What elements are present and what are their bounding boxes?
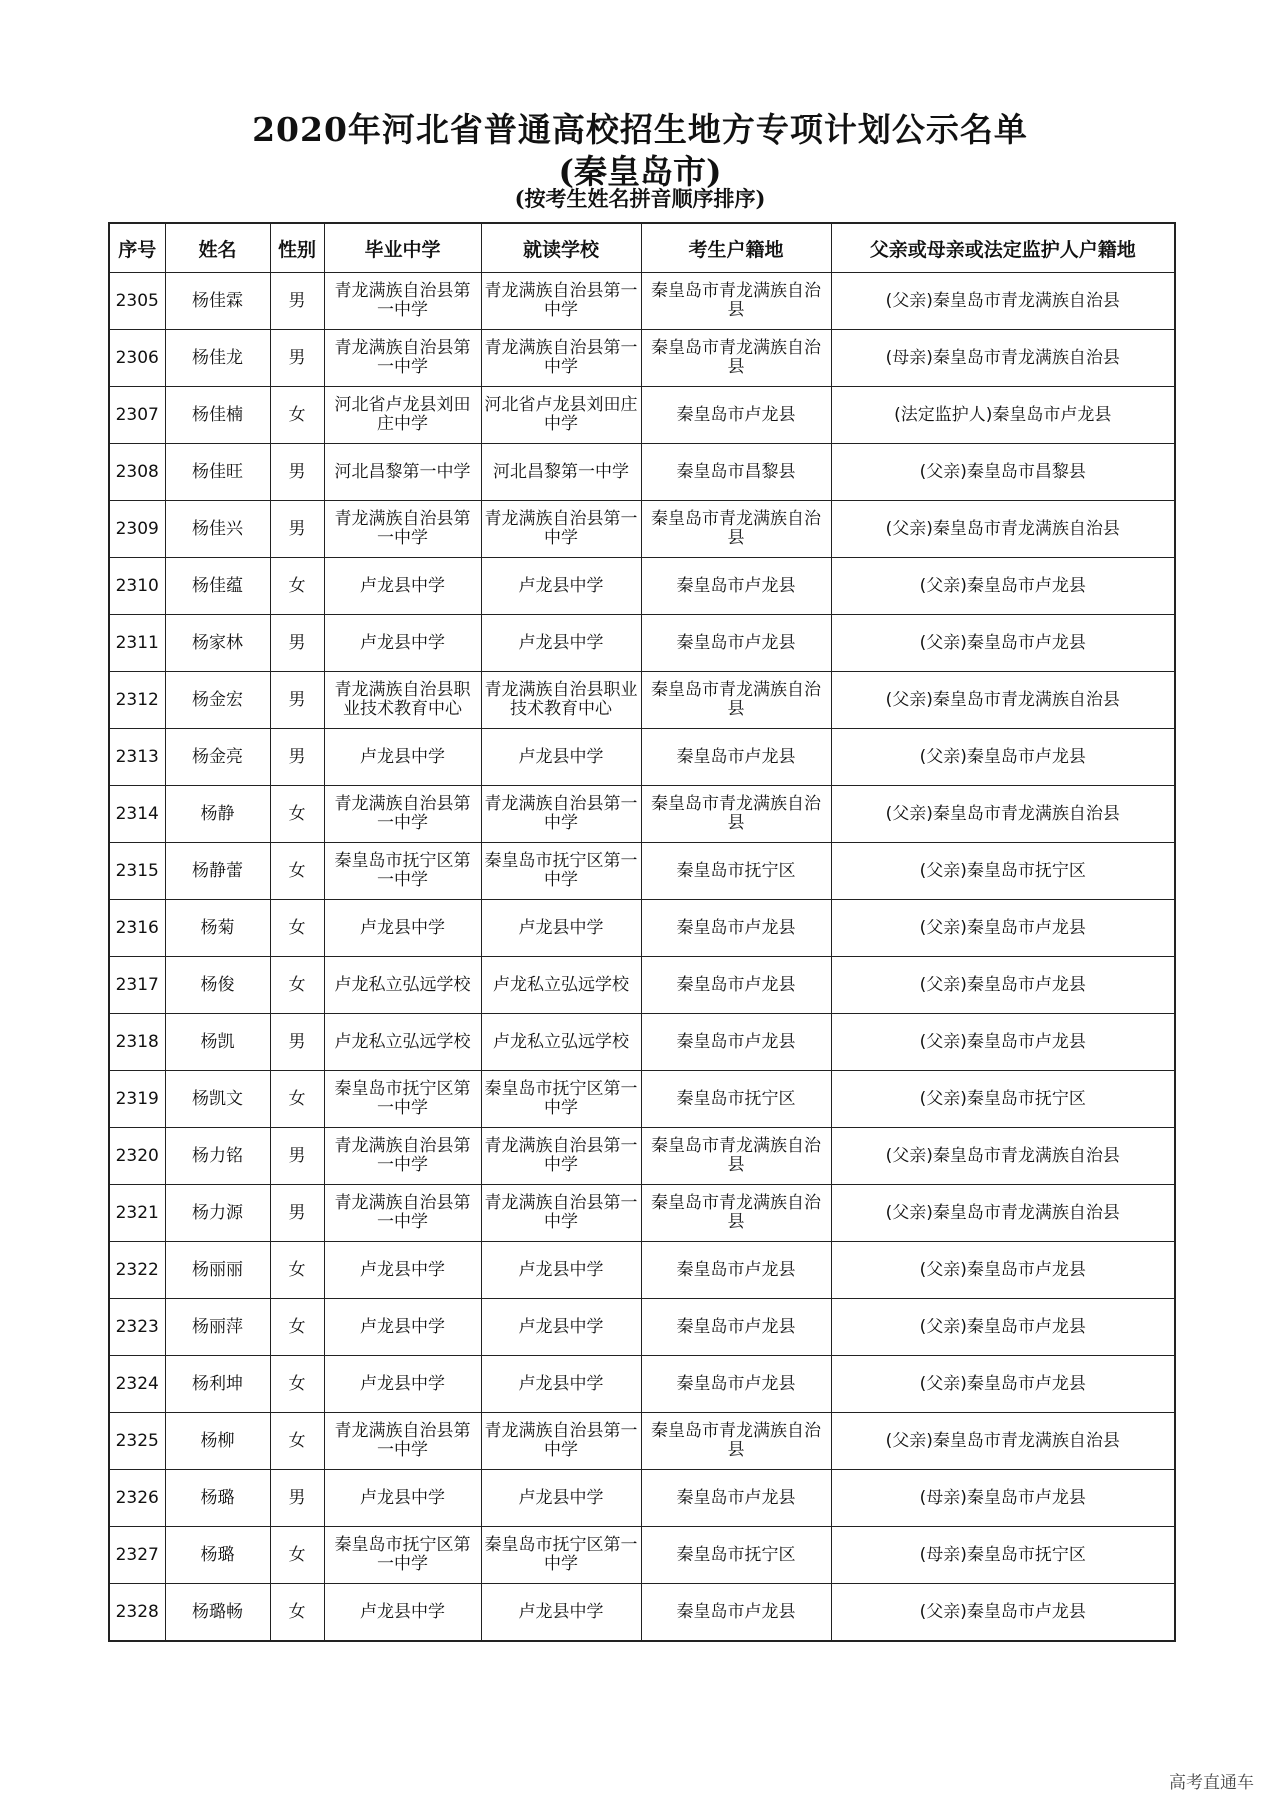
cell-no: 2324 — [109, 1356, 165, 1413]
cell-guardian: (父亲)秦皇岛市卢龙县 — [831, 1242, 1175, 1299]
cell-guardian: (父亲)秦皇岛市卢龙县 — [831, 615, 1175, 672]
cell-name: 杨凯 — [165, 1014, 270, 1071]
cell-hukou: 秦皇岛市卢龙县 — [641, 1242, 831, 1299]
cell-grad-school: 卢龙县中学 — [324, 615, 481, 672]
table-row — [109, 615, 1175, 672]
cell-no: 2325 — [109, 1413, 165, 1470]
cell-grad-school: 青龙满族自治县第一中学 — [324, 501, 481, 558]
cell-no: 2321 — [109, 1185, 165, 1242]
table-row — [109, 1470, 1175, 1527]
cell-grad-school: 秦皇岛市抚宁区第一中学 — [324, 843, 481, 900]
cell-current-school: 青龙满族自治县第一中学 — [481, 1413, 641, 1470]
cell-grad-school: 河北省卢龙县刘田庄中学 — [324, 387, 481, 444]
cell-name: 杨利坤 — [165, 1356, 270, 1413]
cell-guardian: (父亲)秦皇岛市卢龙县 — [831, 729, 1175, 786]
cell-current-school: 秦皇岛市抚宁区第一中学 — [481, 1527, 641, 1584]
cell-guardian: (母亲)秦皇岛市抚宁区 — [831, 1527, 1175, 1584]
table-row — [109, 501, 1175, 558]
cell-name: 杨佳蕴 — [165, 558, 270, 615]
cell-guardian: (父亲)秦皇岛市昌黎县 — [831, 444, 1175, 501]
cell-gender: 女 — [270, 1299, 324, 1356]
cell-no: 2311 — [109, 615, 165, 672]
table-row — [109, 1299, 1175, 1356]
watermark: 高考直通车 — [1169, 1773, 1254, 1793]
cell-no: 2307 — [109, 387, 165, 444]
cell-no: 2327 — [109, 1527, 165, 1584]
cell-guardian: (父亲)秦皇岛市青龙满族自治县 — [831, 1185, 1175, 1242]
table-row — [109, 672, 1175, 729]
cell-gender: 男 — [270, 444, 324, 501]
table-row — [109, 957, 1175, 1014]
cell-grad-school: 卢龙县中学 — [324, 1242, 481, 1299]
cell-grad-school: 青龙满族自治县第一中学 — [324, 273, 481, 330]
cell-grad-school: 青龙满族自治县第一中学 — [324, 330, 481, 387]
table-row — [109, 1128, 1175, 1185]
col-header-current-school: 就读学校 — [481, 223, 641, 273]
cell-guardian: (父亲)秦皇岛市青龙满族自治县 — [831, 501, 1175, 558]
cell-gender: 女 — [270, 900, 324, 957]
table-row — [109, 1584, 1175, 1642]
cell-current-school: 青龙满族自治县第一中学 — [481, 1185, 641, 1242]
table-row — [109, 444, 1175, 501]
cell-name: 杨力源 — [165, 1185, 270, 1242]
table-row — [109, 273, 1175, 330]
cell-guardian: (母亲)秦皇岛市青龙满族自治县 — [831, 330, 1175, 387]
cell-guardian: (父亲)秦皇岛市抚宁区 — [831, 843, 1175, 900]
cell-current-school: 卢龙县中学 — [481, 1356, 641, 1413]
cell-gender: 男 — [270, 1128, 324, 1185]
table-row — [109, 1356, 1175, 1413]
cell-current-school: 卢龙县中学 — [481, 1584, 641, 1642]
cell-current-school: 河北昌黎第一中学 — [481, 444, 641, 501]
cell-current-school: 卢龙私立弘远学校 — [481, 957, 641, 1014]
cell-current-school: 卢龙县中学 — [481, 900, 641, 957]
page-subtitle: (秦皇岛市) — [558, 152, 722, 191]
table-row — [109, 1014, 1175, 1071]
cell-name: 杨静蕾 — [165, 843, 270, 900]
cell-grad-school: 青龙满族自治县第一中学 — [324, 1413, 481, 1470]
cell-hukou: 秦皇岛市昌黎县 — [641, 444, 831, 501]
table-row — [109, 330, 1175, 387]
cell-name: 杨金亮 — [165, 729, 270, 786]
cell-current-school: 青龙满族自治县第一中学 — [481, 501, 641, 558]
cell-guardian: (父亲)秦皇岛市青龙满族自治县 — [831, 1413, 1175, 1470]
roster-table — [108, 222, 1176, 1642]
cell-current-school: 卢龙县中学 — [481, 615, 641, 672]
cell-no: 2318 — [109, 1014, 165, 1071]
cell-grad-school: 卢龙县中学 — [324, 729, 481, 786]
cell-gender: 女 — [270, 387, 324, 444]
cell-hukou: 秦皇岛市青龙满族自治县 — [641, 273, 831, 330]
cell-hukou: 秦皇岛市卢龙县 — [641, 558, 831, 615]
cell-guardian: (父亲)秦皇岛市青龙满族自治县 — [831, 1128, 1175, 1185]
cell-name: 杨佳霖 — [165, 273, 270, 330]
cell-no: 2326 — [109, 1470, 165, 1527]
cell-no: 2306 — [109, 330, 165, 387]
table-row — [109, 900, 1175, 957]
cell-no: 2322 — [109, 1242, 165, 1299]
table-row — [109, 1242, 1175, 1299]
cell-gender: 女 — [270, 1071, 324, 1128]
cell-current-school: 卢龙县中学 — [481, 1470, 641, 1527]
cell-grad-school: 青龙满族自治县职业技术教育中心 — [324, 672, 481, 729]
cell-grad-school: 卢龙私立弘远学校 — [324, 1014, 481, 1071]
cell-name: 杨佳龙 — [165, 330, 270, 387]
cell-guardian: (法定监护人)秦皇岛市卢龙县 — [831, 387, 1175, 444]
cell-name: 杨金宏 — [165, 672, 270, 729]
cell-current-school: 青龙满族自治县第一中学 — [481, 1128, 641, 1185]
cell-name: 杨凯文 — [165, 1071, 270, 1128]
cell-guardian: (父亲)秦皇岛市卢龙县 — [831, 957, 1175, 1014]
cell-name: 杨佳兴 — [165, 501, 270, 558]
sort-note: (按考生姓名拼音顺序排序) — [514, 186, 766, 211]
cell-hukou: 秦皇岛市卢龙县 — [641, 900, 831, 957]
cell-hukou: 秦皇岛市抚宁区 — [641, 1071, 831, 1128]
cell-name: 杨静 — [165, 786, 270, 843]
table-row — [109, 843, 1175, 900]
cell-name: 杨家林 — [165, 615, 270, 672]
table-row — [109, 729, 1175, 786]
cell-name: 杨丽萍 — [165, 1299, 270, 1356]
cell-grad-school: 卢龙县中学 — [324, 1299, 481, 1356]
cell-gender: 女 — [270, 1242, 324, 1299]
col-header-no: 序号 — [109, 223, 165, 273]
cell-grad-school: 卢龙私立弘远学校 — [324, 957, 481, 1014]
table-row — [109, 1071, 1175, 1128]
cell-gender: 女 — [270, 957, 324, 1014]
col-header-name: 姓名 — [165, 223, 270, 273]
cell-current-school: 卢龙县中学 — [481, 1299, 641, 1356]
table-row — [109, 786, 1175, 843]
cell-current-school: 河北省卢龙县刘田庄中学 — [481, 387, 641, 444]
cell-name: 杨俊 — [165, 957, 270, 1014]
cell-current-school: 青龙满族自治县第一中学 — [481, 786, 641, 843]
cell-name: 杨佳旺 — [165, 444, 270, 501]
cell-current-school: 青龙满族自治县第一中学 — [481, 273, 641, 330]
cell-gender: 男 — [270, 1014, 324, 1071]
cell-guardian: (父亲)秦皇岛市卢龙县 — [831, 558, 1175, 615]
col-header-hukou: 考生户籍地 — [641, 223, 831, 273]
col-header-gender: 性别 — [270, 223, 324, 273]
cell-guardian: (父亲)秦皇岛市卢龙县 — [831, 1299, 1175, 1356]
table-row — [109, 558, 1175, 615]
cell-gender: 女 — [270, 1527, 324, 1584]
cell-hukou: 秦皇岛市卢龙县 — [641, 1584, 831, 1642]
cell-guardian: (父亲)秦皇岛市卢龙县 — [831, 1356, 1175, 1413]
table-header-row — [109, 223, 1175, 273]
cell-hukou: 秦皇岛市抚宁区 — [641, 1527, 831, 1584]
cell-no: 2317 — [109, 957, 165, 1014]
cell-current-school: 卢龙私立弘远学校 — [481, 1014, 641, 1071]
cell-gender: 女 — [270, 1584, 324, 1642]
page-title: 2020年河北省普通高校招生地方专项计划公示名单 — [252, 110, 1028, 149]
cell-hukou: 秦皇岛市青龙满族自治县 — [641, 1128, 831, 1185]
cell-grad-school: 卢龙县中学 — [324, 1584, 481, 1642]
cell-gender: 男 — [270, 330, 324, 387]
cell-grad-school: 秦皇岛市抚宁区第一中学 — [324, 1071, 481, 1128]
cell-guardian: (父亲)秦皇岛市卢龙县 — [831, 1584, 1175, 1642]
cell-grad-school: 青龙满族自治县第一中学 — [324, 786, 481, 843]
cell-hukou: 秦皇岛市卢龙县 — [641, 1356, 831, 1413]
cell-grad-school: 青龙满族自治县第一中学 — [324, 1185, 481, 1242]
cell-hukou: 秦皇岛市青龙满族自治县 — [641, 1185, 831, 1242]
cell-no: 2319 — [109, 1071, 165, 1128]
cell-hukou: 秦皇岛市青龙满族自治县 — [641, 330, 831, 387]
cell-no: 2316 — [109, 900, 165, 957]
cell-grad-school: 卢龙县中学 — [324, 900, 481, 957]
table-row — [109, 1527, 1175, 1584]
cell-grad-school: 卢龙县中学 — [324, 558, 481, 615]
cell-name: 杨璐畅 — [165, 1584, 270, 1642]
cell-hukou: 秦皇岛市卢龙县 — [641, 387, 831, 444]
col-header-grad-school: 毕业中学 — [324, 223, 481, 273]
cell-gender: 女 — [270, 1413, 324, 1470]
cell-hukou: 秦皇岛市青龙满族自治县 — [641, 1413, 831, 1470]
cell-name: 杨璐 — [165, 1527, 270, 1584]
table-row — [109, 387, 1175, 444]
cell-name: 杨璐 — [165, 1470, 270, 1527]
cell-current-school: 青龙满族自治县第一中学 — [481, 330, 641, 387]
cell-gender: 女 — [270, 843, 324, 900]
table-row — [109, 1185, 1175, 1242]
table-body — [109, 273, 1175, 1642]
cell-guardian: (父亲)秦皇岛市卢龙县 — [831, 1014, 1175, 1071]
cell-no: 2305 — [109, 273, 165, 330]
cell-hukou: 秦皇岛市卢龙县 — [641, 1299, 831, 1356]
cell-no: 2310 — [109, 558, 165, 615]
cell-no: 2320 — [109, 1128, 165, 1185]
cell-name: 杨丽丽 — [165, 1242, 270, 1299]
cell-guardian: (母亲)秦皇岛市卢龙县 — [831, 1470, 1175, 1527]
cell-grad-school: 青龙满族自治县第一中学 — [324, 1128, 481, 1185]
cell-gender: 男 — [270, 615, 324, 672]
cell-guardian: (父亲)秦皇岛市抚宁区 — [831, 1071, 1175, 1128]
cell-gender: 男 — [270, 1185, 324, 1242]
cell-no: 2308 — [109, 444, 165, 501]
cell-no: 2313 — [109, 729, 165, 786]
cell-grad-school: 卢龙县中学 — [324, 1470, 481, 1527]
cell-no: 2328 — [109, 1584, 165, 1642]
cell-no: 2315 — [109, 843, 165, 900]
cell-name: 杨力铭 — [165, 1128, 270, 1185]
cell-hukou: 秦皇岛市青龙满族自治县 — [641, 501, 831, 558]
cell-current-school: 秦皇岛市抚宁区第一中学 — [481, 1071, 641, 1128]
cell-gender: 男 — [270, 672, 324, 729]
cell-grad-school: 卢龙县中学 — [324, 1356, 481, 1413]
cell-current-school: 秦皇岛市抚宁区第一中学 — [481, 843, 641, 900]
cell-gender: 女 — [270, 1356, 324, 1413]
cell-hukou: 秦皇岛市卢龙县 — [641, 615, 831, 672]
cell-current-school: 青龙满族自治县职业技术教育中心 — [481, 672, 641, 729]
cell-gender: 男 — [270, 501, 324, 558]
cell-hukou: 秦皇岛市抚宁区 — [641, 843, 831, 900]
cell-guardian: (父亲)秦皇岛市青龙满族自治县 — [831, 273, 1175, 330]
cell-hukou: 秦皇岛市卢龙县 — [641, 729, 831, 786]
cell-gender: 男 — [270, 729, 324, 786]
cell-hukou: 秦皇岛市青龙满族自治县 — [641, 786, 831, 843]
col-header-guardian: 父亲或母亲或法定监护人户籍地 — [831, 223, 1175, 273]
cell-guardian: (父亲)秦皇岛市卢龙县 — [831, 900, 1175, 957]
cell-name: 杨菊 — [165, 900, 270, 957]
cell-guardian: (父亲)秦皇岛市青龙满族自治县 — [831, 786, 1175, 843]
cell-current-school: 卢龙县中学 — [481, 558, 641, 615]
cell-hukou: 秦皇岛市青龙满族自治县 — [641, 672, 831, 729]
cell-no: 2312 — [109, 672, 165, 729]
cell-no: 2309 — [109, 501, 165, 558]
cell-name: 杨柳 — [165, 1413, 270, 1470]
cell-gender: 女 — [270, 786, 324, 843]
cell-no: 2323 — [109, 1299, 165, 1356]
cell-current-school: 卢龙县中学 — [481, 1242, 641, 1299]
cell-current-school: 卢龙县中学 — [481, 729, 641, 786]
cell-grad-school: 秦皇岛市抚宁区第一中学 — [324, 1527, 481, 1584]
cell-hukou: 秦皇岛市卢龙县 — [641, 1014, 831, 1071]
cell-hukou: 秦皇岛市卢龙县 — [641, 957, 831, 1014]
cell-gender: 女 — [270, 558, 324, 615]
table-row — [109, 1413, 1175, 1470]
cell-name: 杨佳楠 — [165, 387, 270, 444]
cell-grad-school: 河北昌黎第一中学 — [324, 444, 481, 501]
cell-no: 2314 — [109, 786, 165, 843]
cell-guardian: (父亲)秦皇岛市青龙满族自治县 — [831, 672, 1175, 729]
cell-gender: 男 — [270, 1470, 324, 1527]
cell-gender: 男 — [270, 273, 324, 330]
cell-hukou: 秦皇岛市卢龙县 — [641, 1470, 831, 1527]
